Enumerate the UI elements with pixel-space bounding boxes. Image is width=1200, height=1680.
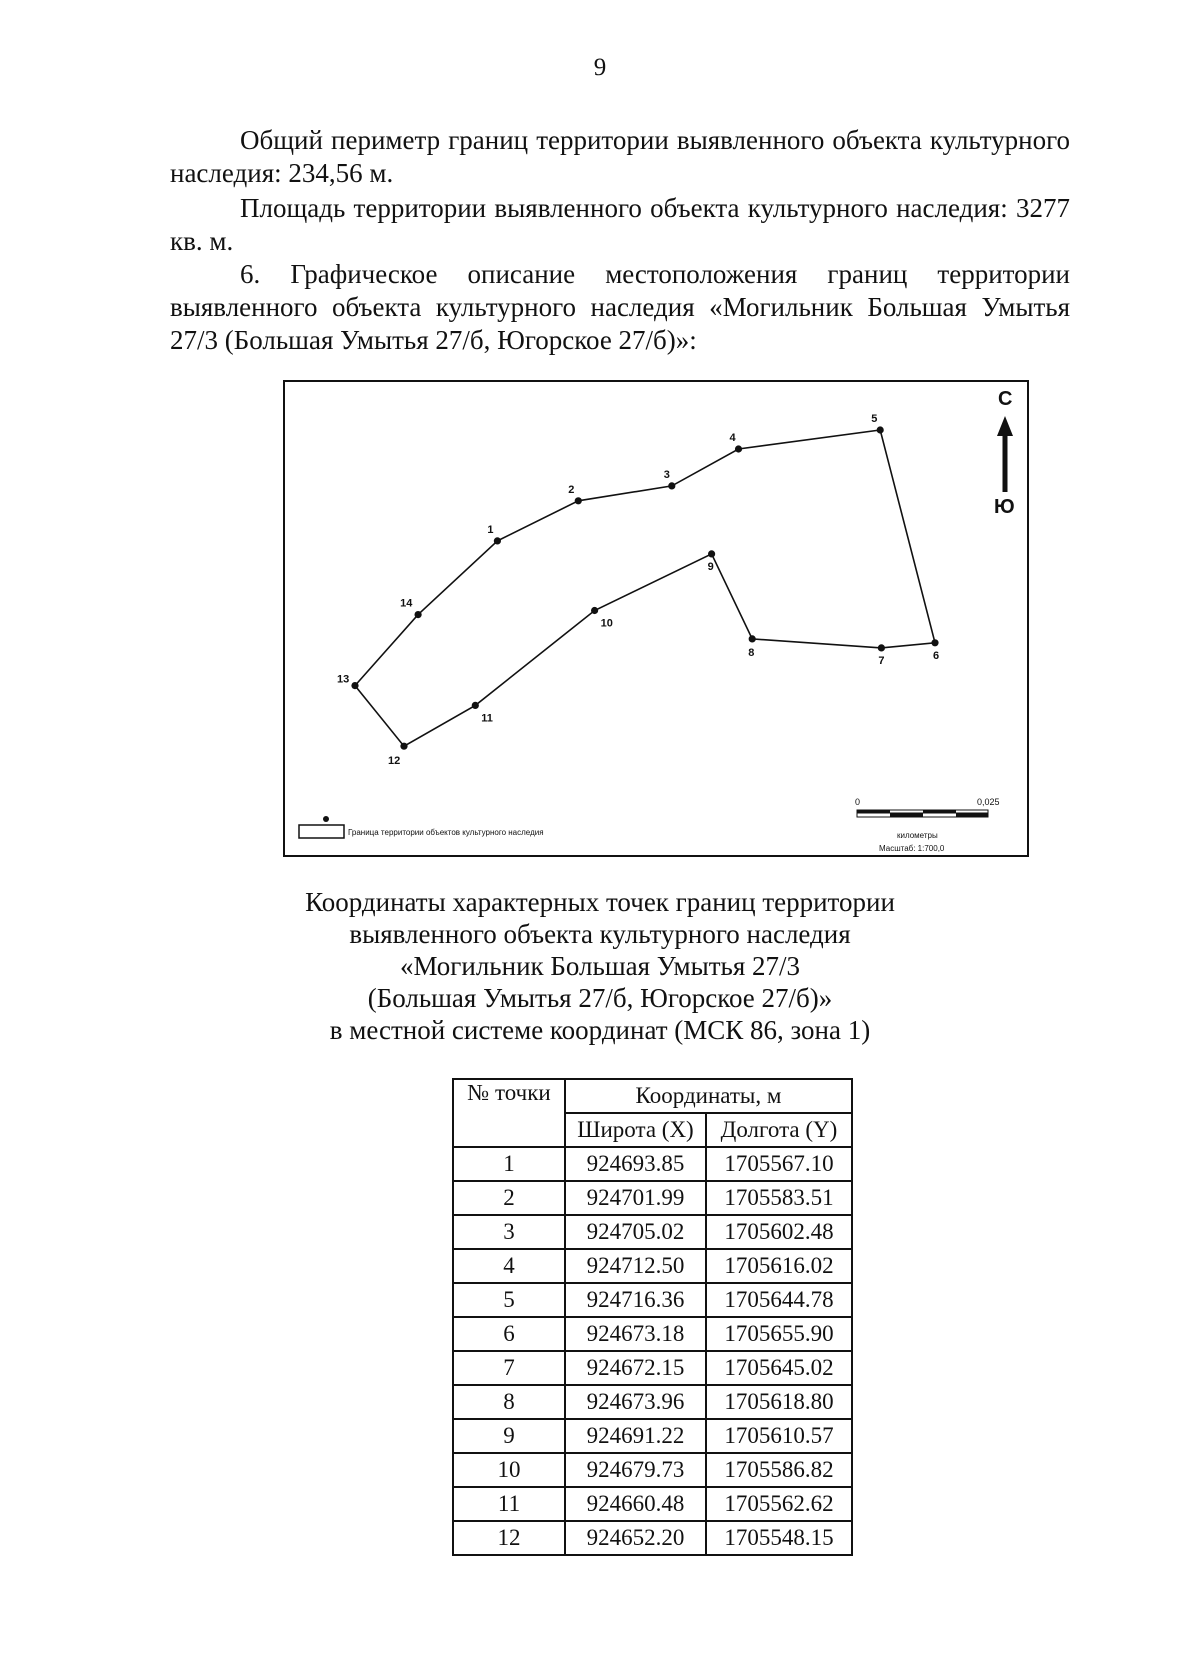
caption-line: в местной системе координат (МСК 86, зона 1) xyxy=(329,1015,871,1045)
cell-point-number: 7 xyxy=(453,1351,565,1385)
scale-max-label: 0,025 xyxy=(977,797,1000,807)
cell-point-number: 9 xyxy=(453,1419,565,1453)
cell-point-number: 2 xyxy=(453,1181,565,1215)
caption-line: (Большая Умытья 27/б, Югорское 27/б)» xyxy=(367,983,833,1013)
cell-latitude: 924679.73 xyxy=(565,1453,706,1487)
cell-latitude: 924691.22 xyxy=(565,1419,706,1453)
caption-line: «Могильник Большая Умытья 27/3 xyxy=(399,951,801,981)
table-row xyxy=(453,1453,852,1487)
boundary-point-5 xyxy=(877,426,884,433)
table-row xyxy=(453,1521,852,1555)
cell-point-number: 12 xyxy=(453,1521,565,1555)
table-row xyxy=(453,1385,852,1419)
table-row xyxy=(453,1487,852,1521)
header-coordinates: Координаты, м xyxy=(565,1079,852,1113)
boundary-point-label: 13 xyxy=(337,673,350,686)
boundary-point-6 xyxy=(931,639,938,646)
scale-min-label: 0 xyxy=(855,797,861,807)
boundary-point-label: 5 xyxy=(871,413,878,425)
north-arrow-icon xyxy=(997,416,1013,492)
cell-point-number: 3 xyxy=(453,1215,565,1249)
boundary-point-7 xyxy=(878,644,885,651)
table-row xyxy=(453,1215,852,1249)
boundary-point-10 xyxy=(591,607,598,614)
cell-point-number: 8 xyxy=(453,1385,565,1419)
caption-line: Координаты характерных точек границ территории xyxy=(305,887,895,917)
table-header-row xyxy=(453,1079,852,1113)
cell-longitude: 1705645.02 xyxy=(706,1351,852,1385)
table-row xyxy=(453,1249,852,1283)
cell-longitude: 1705562.62 xyxy=(706,1487,852,1521)
cell-latitude: 924673.18 xyxy=(565,1317,706,1351)
cell-longitude: 1705583.51 xyxy=(706,1181,852,1215)
boundary-point-label: 8 xyxy=(748,646,755,659)
cell-latitude: 924701.99 xyxy=(565,1181,706,1215)
boundary-point-11 xyxy=(472,702,479,709)
scale-ratio-label: Масштаб: 1:700,0 xyxy=(879,844,945,853)
boundary-map xyxy=(283,380,1029,857)
cell-longitude: 1705655.90 xyxy=(706,1317,852,1351)
boundary-point-label: 7 xyxy=(878,654,885,667)
cell-point-number: 11 xyxy=(453,1487,565,1521)
cell-latitude: 924705.02 xyxy=(565,1215,706,1249)
legend-symbol xyxy=(299,816,344,838)
cell-latitude: 924673.96 xyxy=(565,1385,706,1419)
cell-point-number: 4 xyxy=(453,1249,565,1283)
boundary-point-14 xyxy=(415,611,422,618)
boundary-point-label: 3 xyxy=(663,468,670,481)
boundary-point-9 xyxy=(708,550,715,557)
scale-bar xyxy=(857,810,988,817)
header-point-number: № точки xyxy=(453,1079,565,1147)
cell-latitude: 924693.85 xyxy=(565,1147,706,1181)
boundary-point-3 xyxy=(668,482,675,489)
cell-latitude: 924712.50 xyxy=(565,1249,706,1283)
boundary-point-label: 12 xyxy=(388,755,401,768)
map-canvas xyxy=(285,382,1027,855)
boundary-point-label: 11 xyxy=(481,712,493,725)
page-number: 9 xyxy=(593,54,607,81)
boundary-layer xyxy=(337,413,939,767)
cell-longitude: 1705616.02 xyxy=(706,1249,852,1283)
table-row xyxy=(453,1419,852,1453)
table-row xyxy=(453,1283,852,1317)
perimeter-paragraph: Общий периметр границ территории выявленного объекта культурного наследия: 234,56 м. xyxy=(170,125,1070,188)
cell-point-number: 1 xyxy=(453,1147,565,1181)
north-label: С xyxy=(998,388,1013,410)
boundary-point-label: 10 xyxy=(600,617,613,630)
cell-longitude: 1705548.15 xyxy=(706,1521,852,1555)
area-paragraph: Площадь территории выявленного объекта культурного наследия: 3277 кв. м. xyxy=(170,193,1070,256)
boundary-point-2 xyxy=(575,497,582,504)
boundary-point-label: 4 xyxy=(729,432,736,444)
table-row xyxy=(453,1351,852,1385)
cell-longitude: 1705618.80 xyxy=(706,1385,852,1419)
cell-longitude: 1705567.10 xyxy=(706,1147,852,1181)
cell-longitude: 1705586.82 xyxy=(706,1453,852,1487)
cell-point-number: 10 xyxy=(453,1453,565,1487)
table-caption xyxy=(200,886,1000,1046)
boundary-point-label: 1 xyxy=(487,523,494,536)
graphic-description-paragraph: 6. Графическое описание местоположения границ территории выявленного объекта культурного наследия «Могильник Большая Умытья 27/3 (Большая Умытья 27/б, Югорское 27/б)»: xyxy=(170,259,1070,355)
boundary-point-8 xyxy=(749,635,756,642)
table-row xyxy=(453,1181,852,1215)
cell-point-number: 5 xyxy=(453,1283,565,1317)
boundary-point-13 xyxy=(351,682,358,689)
cell-longitude: 1705602.48 xyxy=(706,1215,852,1249)
table-row xyxy=(453,1317,852,1351)
table-row xyxy=(453,1147,852,1181)
scale-units-label: километры xyxy=(897,831,938,840)
header-longitude: Долгота (Y) xyxy=(706,1113,852,1147)
cell-longitude: 1705644.78 xyxy=(706,1283,852,1317)
cell-latitude: 924672.15 xyxy=(565,1351,706,1385)
south-label: Ю xyxy=(994,496,1015,518)
coordinates-table xyxy=(452,1078,853,1556)
boundary-point-label: 6 xyxy=(933,649,940,662)
legend-label: Граница территории объектов культурного наследия xyxy=(348,828,544,837)
boundary-point-label: 9 xyxy=(707,560,714,573)
boundary-polygon xyxy=(355,430,935,746)
boundary-point-4 xyxy=(735,445,742,452)
header-latitude: Широта (X) xyxy=(565,1113,706,1147)
boundary-point-1 xyxy=(494,537,501,544)
boundary-point-12 xyxy=(400,743,407,750)
caption-line: выявленного объекта культурного наследия xyxy=(349,919,851,949)
boundary-point-label: 2 xyxy=(568,483,575,496)
cell-longitude: 1705610.57 xyxy=(706,1419,852,1453)
cell-latitude: 924660.48 xyxy=(565,1487,706,1521)
cell-point-number: 6 xyxy=(453,1317,565,1351)
cell-latitude: 924716.36 xyxy=(565,1283,706,1317)
boundary-point-label: 14 xyxy=(400,597,413,610)
cell-latitude: 924652.20 xyxy=(565,1521,706,1555)
